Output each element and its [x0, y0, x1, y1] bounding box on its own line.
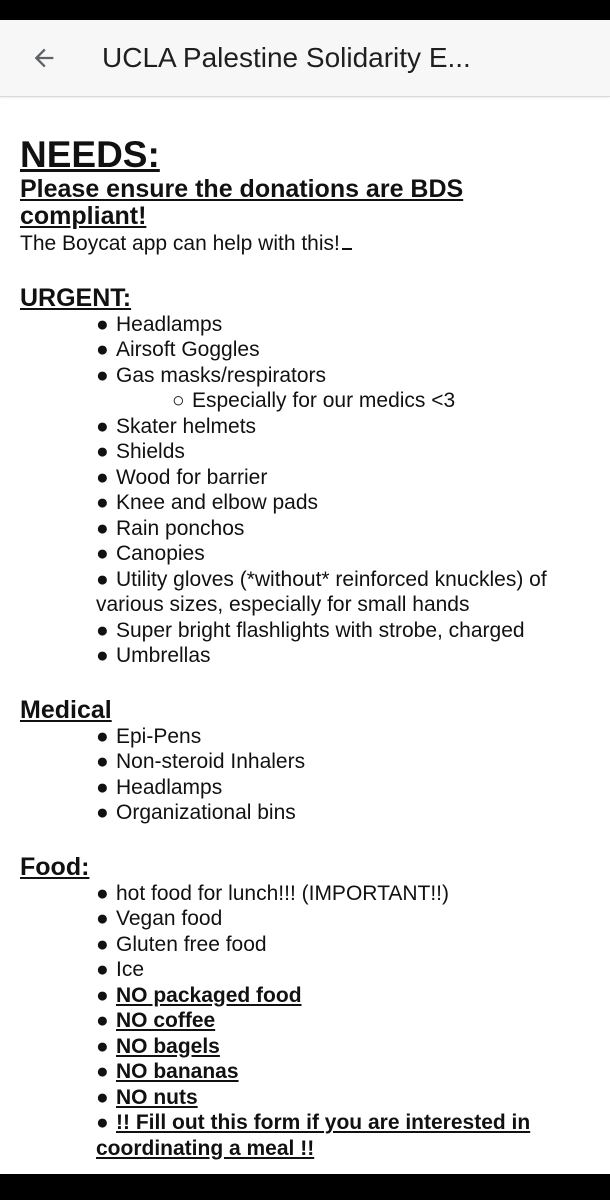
- list-item: ● NO bananas: [96, 1060, 239, 1083]
- needs-heading: NEEDS:: [20, 134, 160, 175]
- list-item: ● NO nuts: [96, 1085, 198, 1109]
- list-item: ● Skater helmets: [96, 414, 257, 438]
- list-item: ● Headlamps: [96, 312, 223, 336]
- status-bar: [0, 0, 610, 20]
- list-item: ● Gas masks/respirators: [96, 363, 327, 387]
- list-item: ● Utility gloves (*without* reinforced knuckles) of various sizes, especially for small hands: [96, 567, 547, 616]
- bds-notice: Please ensure the donations are BDS compliant!: [20, 175, 464, 230]
- document-body: [20, 134, 595, 1161]
- list-item: ● Shields: [96, 440, 185, 463]
- list-item: ● Ice: [96, 958, 145, 981]
- meal-form-link[interactable]: ● !! Fill out this form if you are interested in coordinating a meal !!: [96, 1111, 531, 1160]
- list-item: ● Epi-Pens: [96, 724, 202, 748]
- food-heading: Food:: [20, 852, 90, 881]
- boycat-note: The Boycat app can help with this!: [20, 230, 595, 257]
- list-item: ● NO bagels: [96, 1034, 220, 1058]
- food-list: [20, 881, 595, 1162]
- arrow-left-icon: [30, 44, 58, 72]
- list-item: ● Knee and elbow pads: [96, 491, 318, 514]
- urgent-heading: URGENT:: [20, 283, 132, 312]
- list-item: ● Super bright flashlights with strobe, charged: [96, 618, 525, 642]
- text-cursor: [342, 230, 352, 250]
- back-button[interactable]: [22, 36, 66, 80]
- list-item: ● hot food for lunch!!! (IMPORTANT!!): [96, 881, 449, 905]
- list-item: ● Vegan food: [96, 907, 223, 930]
- navigation-bar: [0, 1174, 610, 1200]
- list-item: ● Rain ponchos: [96, 516, 245, 540]
- list-item: ● NO packaged food: [96, 983, 302, 1007]
- app-bar: [0, 20, 610, 97]
- medical-list: [20, 724, 595, 826]
- app-bar-title: UCLA Palestine Solidarity E...: [102, 42, 471, 73]
- urgent-list: [20, 312, 595, 669]
- list-subitem: ○ Especially for our medics <3: [172, 389, 456, 412]
- list-item: ● Canopies: [96, 542, 205, 565]
- list-item: ● Headlamps: [96, 775, 223, 799]
- list-item: ● Organizational bins: [96, 801, 296, 824]
- list-item: ● Non-steroid Inhalers: [96, 750, 306, 773]
- medical-heading: Medical: [20, 695, 112, 724]
- list-item: ● Wood for barrier: [96, 465, 268, 489]
- list-item: ● Airsoft Goggles: [96, 338, 260, 361]
- list-item: ● Umbrellas: [96, 644, 211, 667]
- list-item: ● Gluten free food: [96, 932, 267, 956]
- list-item: ● NO coffee: [96, 1009, 216, 1032]
